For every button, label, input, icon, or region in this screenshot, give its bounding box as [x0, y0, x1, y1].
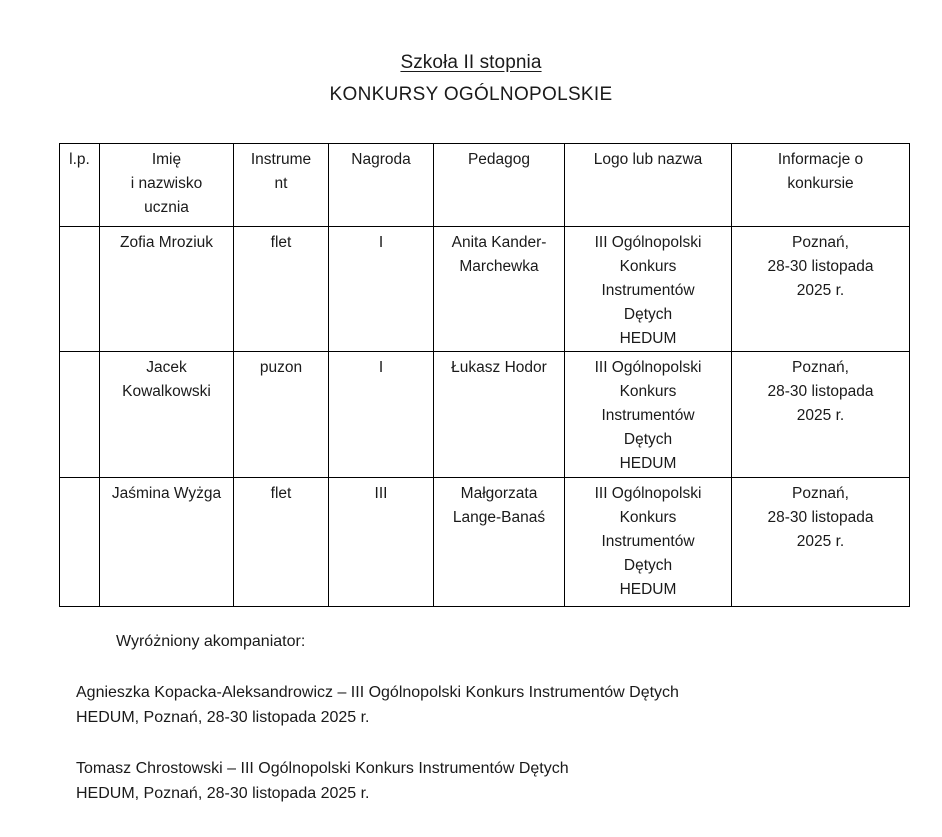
note-entry	[76, 680, 906, 730]
teacher-line1: Małgorzata	[460, 485, 538, 502]
page-title: Szkoła II stopnia	[400, 52, 542, 73]
page-subtitle: KONKURSY OGÓLNOPOLSKIE	[329, 84, 613, 105]
teacher-line1: Łukasz Hodor	[451, 359, 547, 376]
header-cell-info	[732, 144, 910, 227]
table-header-row	[60, 144, 910, 227]
header-student-line1: Imię	[151, 151, 182, 168]
student-line2: Kowalkowski	[122, 383, 211, 400]
header-cell-instrument	[234, 144, 329, 227]
cell-info	[732, 352, 910, 478]
info-line1: Poznań,	[792, 359, 849, 376]
header-cell-lp: l.p.	[60, 144, 100, 227]
header-instrument-line1: Instrume	[250, 151, 312, 168]
header-student-line2: i nazwisko	[130, 175, 203, 192]
table-row	[60, 227, 910, 352]
header-cell-logo: Logo lub nazwa	[565, 144, 732, 227]
table-body	[60, 227, 910, 607]
table-header	[60, 144, 910, 227]
cell-student	[100, 227, 234, 352]
cell-logo	[565, 478, 732, 607]
document-heading	[0, 0, 942, 108]
cell-logo	[565, 227, 732, 352]
info-line3: 2025 r.	[796, 282, 845, 299]
cell-prize: III	[329, 478, 434, 607]
cell-info	[732, 227, 910, 352]
results-table	[59, 143, 910, 607]
note-entry-line1: Agnieszka Kopacka-Aleksandrowicz – III Ogólnopolski Konkurs Instrumentów Dętych	[76, 684, 679, 701]
notes-section	[76, 630, 906, 832]
header-cell-prize: Nagroda	[329, 144, 434, 227]
results-table-wrapper	[59, 143, 909, 607]
cell-student	[100, 352, 234, 478]
logo-line3: Instrumentów	[601, 407, 695, 424]
note-entry-line1: Tomasz Chrostowski – III Ogólnopolski Konkurs Instrumentów Dętych	[76, 760, 569, 777]
logo-line1: III Ogólnopolski	[594, 359, 702, 376]
cell-instrument: puzon	[234, 352, 329, 478]
header-instrument-line2: nt	[274, 175, 288, 192]
cell-lp	[60, 478, 100, 607]
cell-prize: I	[329, 352, 434, 478]
table-row	[60, 478, 910, 607]
header-cell-teacher: Pedagog	[434, 144, 565, 227]
info-line2: 28-30 listopada	[767, 383, 874, 400]
logo-line4: Dętych	[623, 557, 673, 574]
info-line3: 2025 r.	[796, 533, 845, 550]
logo-line1: III Ogólnopolski	[594, 485, 702, 502]
header-info-line1: Informacje o	[777, 151, 864, 168]
logo-line5: HEDUM	[619, 330, 677, 347]
logo-line4: Dętych	[623, 431, 673, 448]
teacher-line2: Marchewka	[459, 258, 539, 275]
logo-line1: III Ogólnopolski	[594, 234, 702, 251]
student-line1: Jaśmina Wyżga	[111, 485, 222, 502]
cell-logo	[565, 352, 732, 478]
logo-line2: Konkurs	[619, 509, 677, 526]
cell-info	[732, 478, 910, 607]
logo-line5: HEDUM	[619, 455, 677, 472]
note-entry-line2: HEDUM, Poznań, 28-30 listopada 2025 r.	[76, 785, 370, 802]
student-line1: Jacek	[146, 359, 187, 376]
teacher-line2: Lange-Banaś	[452, 509, 546, 526]
cell-teacher	[434, 352, 565, 478]
logo-line2: Konkurs	[619, 383, 677, 400]
cell-prize: I	[329, 227, 434, 352]
header-info-line2: konkursie	[787, 175, 854, 192]
teacher-line1: Anita Kander-	[451, 234, 547, 251]
cell-instrument: flet	[234, 478, 329, 607]
cell-teacher	[434, 478, 565, 607]
info-line3: 2025 r.	[796, 407, 845, 424]
logo-line4: Dętych	[623, 306, 673, 323]
cell-student	[100, 478, 234, 607]
header-student-line3: ucznia	[144, 199, 189, 216]
logo-line3: Instrumentów	[601, 533, 695, 550]
cell-instrument: flet	[234, 227, 329, 352]
logo-line5: HEDUM	[619, 581, 677, 598]
logo-line3: Instrumentów	[601, 282, 695, 299]
info-line1: Poznań,	[792, 234, 849, 251]
cell-lp	[60, 227, 100, 352]
logo-line2: Konkurs	[619, 258, 677, 275]
note-entry-line2: HEDUM, Poznań, 28-30 listopada 2025 r.	[76, 709, 370, 726]
cell-lp	[60, 352, 100, 478]
info-line1: Poznań,	[792, 485, 849, 502]
info-line2: 28-30 listopada	[767, 509, 874, 526]
note-entry	[76, 756, 906, 806]
header-cell-student	[100, 144, 234, 227]
info-line2: 28-30 listopada	[767, 258, 874, 275]
table-row	[60, 352, 910, 478]
student-line1: Zofia Mroziuk	[119, 234, 214, 251]
notes-heading: Wyróżniony akompaniator:	[116, 633, 306, 650]
cell-teacher	[434, 227, 565, 352]
